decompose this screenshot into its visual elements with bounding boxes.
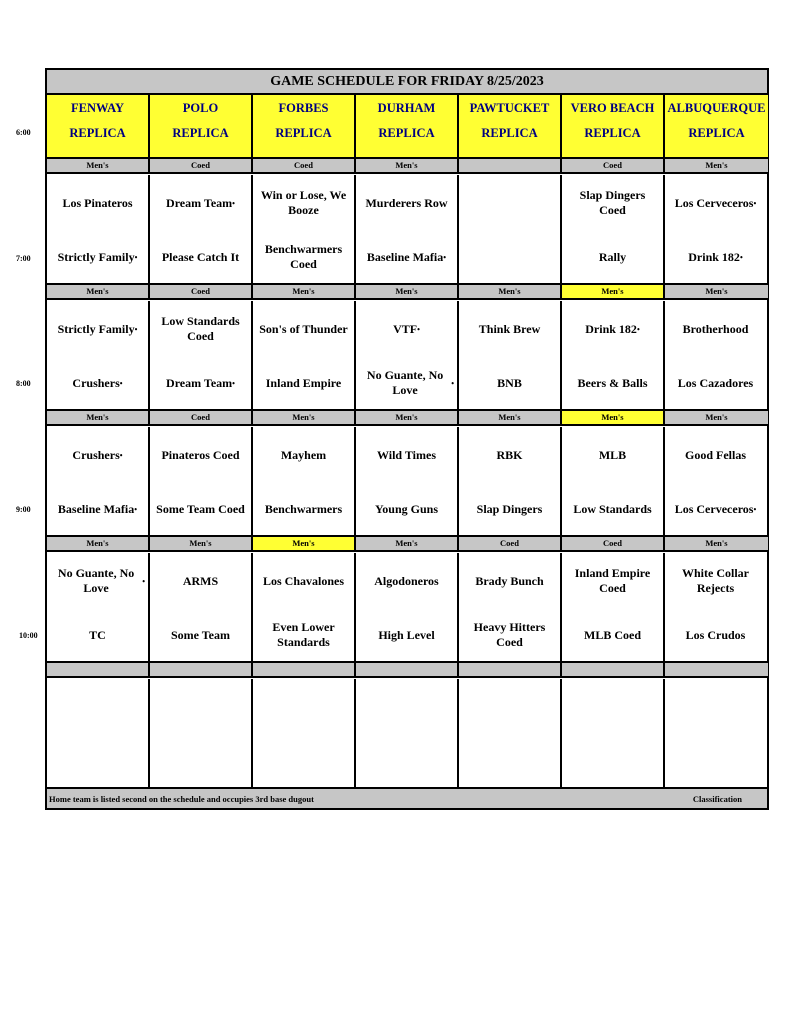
home-mark: • bbox=[636, 324, 640, 334]
home-team bbox=[665, 361, 766, 405]
visitor-team bbox=[150, 307, 251, 351]
band-bottom-line bbox=[47, 550, 767, 552]
team-name: Beers & Balls bbox=[577, 375, 648, 390]
team-name: Baseline Mafia bbox=[366, 249, 444, 264]
team-name: ARMS bbox=[182, 573, 219, 588]
team-name: Crushers bbox=[72, 447, 120, 462]
home-team bbox=[665, 487, 766, 531]
team-name: Crushers bbox=[72, 375, 120, 390]
visitor-team bbox=[253, 307, 354, 351]
visitor-team bbox=[665, 559, 766, 603]
classification-cell bbox=[253, 663, 356, 676]
home-team bbox=[47, 613, 148, 657]
team-name: Mayhem bbox=[280, 447, 327, 462]
team-name: Brady Bunch bbox=[475, 573, 544, 588]
field-sub: REPLICA bbox=[584, 126, 641, 140]
team-name: MLB bbox=[598, 447, 627, 462]
visitor-team bbox=[47, 307, 148, 351]
team-name: Brotherhood bbox=[682, 321, 749, 336]
team-name: Benchwarmers Coed bbox=[264, 242, 343, 271]
footer-bar bbox=[47, 787, 767, 808]
team-name: No Guante, No Love bbox=[57, 566, 135, 595]
classification-cell bbox=[562, 663, 665, 676]
classification-cell: Coed bbox=[459, 537, 562, 550]
team-name: Please Catch It bbox=[161, 249, 240, 264]
home-mark: • bbox=[142, 576, 145, 586]
visitor-team bbox=[562, 433, 663, 477]
classification-cell: Men's bbox=[562, 285, 665, 298]
column-divider bbox=[663, 679, 665, 787]
band-top-line bbox=[47, 409, 767, 411]
field-name: PAWTUCKET bbox=[469, 101, 550, 115]
field-name: POLO bbox=[182, 101, 219, 115]
team-name: Dream Team bbox=[166, 195, 233, 210]
team-name: High Level bbox=[378, 627, 435, 642]
classification-cell bbox=[356, 663, 459, 676]
team-name: BNB bbox=[497, 375, 522, 390]
home-team bbox=[665, 235, 766, 279]
classification-cell bbox=[459, 159, 562, 172]
field-header-5 bbox=[562, 95, 665, 157]
classification-cell: Men's bbox=[459, 411, 562, 424]
home-team bbox=[253, 487, 354, 531]
field-sub: REPLICA bbox=[481, 126, 538, 140]
field-header-1 bbox=[150, 95, 253, 157]
classification-cell: Men's bbox=[253, 411, 356, 424]
home-mark: • bbox=[134, 324, 138, 334]
visitor-team bbox=[47, 433, 148, 477]
classification-cell: Coed bbox=[253, 159, 356, 172]
visitor-team bbox=[356, 307, 457, 351]
field-name: FENWAY bbox=[70, 101, 125, 115]
classification-cell: Coed bbox=[150, 285, 253, 298]
column-divider bbox=[354, 679, 356, 787]
home-team bbox=[150, 235, 251, 279]
home-mark: • bbox=[451, 378, 454, 388]
team-name: Rally bbox=[598, 249, 627, 264]
home-mark: • bbox=[134, 252, 138, 262]
team-name: Good Fellas bbox=[684, 447, 746, 462]
team-name: RBK bbox=[496, 447, 523, 462]
home-team bbox=[356, 487, 457, 531]
classification-cell bbox=[665, 663, 768, 676]
home-team bbox=[356, 613, 457, 657]
classification-cell: Men's bbox=[665, 537, 768, 550]
classification-cell: Men's bbox=[665, 411, 768, 424]
team-name: Los Cazadores bbox=[677, 375, 754, 390]
classification-cell: Coed bbox=[562, 537, 665, 550]
team-name: Murderers Row bbox=[365, 195, 448, 210]
home-team bbox=[459, 487, 560, 531]
team-name: Algodoneros bbox=[374, 573, 439, 588]
classification-cell: Coed bbox=[562, 159, 665, 172]
classification-cell: Men's bbox=[356, 537, 459, 550]
classification-cell: Coed bbox=[150, 159, 253, 172]
field-header-2 bbox=[253, 95, 356, 157]
classification-cell: Men's bbox=[665, 285, 768, 298]
team-name: Young Guns bbox=[374, 501, 439, 516]
classification-cell: Men's bbox=[562, 411, 665, 424]
home-mark: • bbox=[232, 198, 235, 208]
team-name: Low Standards bbox=[573, 501, 652, 516]
home-team bbox=[562, 361, 663, 405]
team-name: Even Lower Standards bbox=[272, 620, 335, 649]
home-mark: • bbox=[134, 504, 138, 514]
team-name: Baseline Mafia bbox=[57, 501, 135, 516]
team-name: Son's of Thunder bbox=[259, 321, 348, 336]
home-mark: • bbox=[443, 252, 447, 262]
visitor-team bbox=[47, 559, 148, 603]
column-divider bbox=[560, 679, 562, 787]
team-name: Drink 182 bbox=[585, 321, 637, 336]
home-mark: • bbox=[753, 198, 757, 208]
visitor-team bbox=[356, 433, 457, 477]
visitor-team bbox=[459, 433, 560, 477]
team-name: VTF bbox=[393, 321, 418, 336]
visitor-team bbox=[150, 559, 251, 603]
classification-cell bbox=[150, 663, 253, 676]
home-mark: • bbox=[232, 378, 235, 388]
home-team bbox=[562, 487, 663, 531]
team-name: White Collar Rejects bbox=[682, 566, 749, 595]
team-name: Heavy Hitters Coed bbox=[473, 620, 546, 649]
team-name: Win or Lose, We Booze bbox=[260, 188, 347, 217]
home-team bbox=[356, 361, 457, 405]
home-team bbox=[150, 361, 251, 405]
home-team bbox=[665, 613, 766, 657]
classification-cell: Men's bbox=[356, 285, 459, 298]
home-team bbox=[253, 613, 354, 657]
classification-cell: Men's bbox=[253, 537, 356, 550]
team-name: Los Cerveceros bbox=[674, 195, 754, 210]
visitor-team bbox=[562, 307, 663, 351]
classification-cell: Men's bbox=[356, 159, 459, 172]
time-label: 7:00 bbox=[16, 254, 31, 263]
home-team bbox=[47, 235, 148, 279]
field-name: FORBES bbox=[278, 101, 329, 115]
classification-label: Classification bbox=[692, 794, 742, 804]
band-bottom-line bbox=[47, 172, 767, 174]
home-team bbox=[150, 487, 251, 531]
visitor-team bbox=[253, 181, 354, 225]
team-name: Los Pinateros bbox=[62, 195, 133, 210]
team-name: Los Cerveceros bbox=[674, 501, 754, 516]
visitor-team bbox=[150, 181, 251, 225]
field-sub: REPLICA bbox=[69, 126, 126, 140]
team-name: Inland Empire Coed bbox=[574, 566, 651, 595]
team-name: Los Crudos bbox=[685, 627, 746, 642]
visitor-team bbox=[253, 559, 354, 603]
band-top-line bbox=[47, 283, 767, 285]
home-team bbox=[459, 235, 560, 279]
field-header-0 bbox=[47, 95, 150, 157]
classification-cell bbox=[47, 663, 150, 676]
classification-cell: Men's bbox=[47, 285, 150, 298]
team-name: Pinateros Coed bbox=[161, 447, 240, 462]
visitor-team bbox=[47, 181, 148, 225]
team-name: Slap Dingers Coed bbox=[579, 188, 646, 217]
visitor-team bbox=[459, 181, 560, 225]
home-team bbox=[47, 487, 148, 531]
field-name: DURHAM bbox=[377, 101, 436, 115]
visitor-team bbox=[665, 433, 766, 477]
band-top-line bbox=[47, 157, 767, 159]
visitor-team bbox=[356, 181, 457, 225]
time-label: 10:00 bbox=[19, 631, 38, 640]
visitor-team bbox=[562, 559, 663, 603]
visitor-team bbox=[459, 559, 560, 603]
field-header-3 bbox=[356, 95, 459, 157]
team-name: Think Brew bbox=[478, 321, 541, 336]
team-name: MLB Coed bbox=[584, 627, 641, 642]
home-team bbox=[47, 361, 148, 405]
team-name: Slap Dingers bbox=[476, 501, 543, 516]
field-header-6 bbox=[665, 95, 768, 157]
field-name: ALBUQUERQUE bbox=[667, 101, 766, 115]
home-team bbox=[253, 361, 354, 405]
team-name: Low Standards Coed bbox=[161, 314, 240, 343]
team-name: TC bbox=[89, 627, 106, 642]
field-name: VERO BEACH bbox=[570, 101, 655, 115]
visitor-team bbox=[459, 307, 560, 351]
field-sub: REPLICA bbox=[275, 126, 332, 140]
classification-cell: Men's bbox=[47, 537, 150, 550]
classification-cell: Coed bbox=[150, 411, 253, 424]
home-team bbox=[562, 235, 663, 279]
team-name: Dream Team bbox=[166, 375, 233, 390]
home-team bbox=[150, 613, 251, 657]
schedule-title: GAME SCHEDULE FOR FRIDAY 8/25/2023 bbox=[47, 70, 767, 95]
home-mark: • bbox=[119, 378, 123, 388]
column-divider bbox=[457, 679, 459, 787]
classification-cell: Men's bbox=[356, 411, 459, 424]
team-name: Inland Empire bbox=[265, 375, 342, 390]
team-name: No Guante, No Love bbox=[366, 368, 444, 397]
field-sub: REPLICA bbox=[172, 126, 229, 140]
time-label: 8:00 bbox=[16, 379, 31, 388]
team-name: Some Team Coed bbox=[156, 501, 245, 516]
home-team bbox=[562, 613, 663, 657]
visitor-team bbox=[665, 181, 766, 225]
column-divider bbox=[148, 679, 150, 787]
classification-cell: Men's bbox=[47, 411, 150, 424]
band-top-line bbox=[47, 535, 767, 537]
field-header-4 bbox=[459, 95, 562, 157]
classification-cell: Men's bbox=[47, 159, 150, 172]
schedule-sheet bbox=[45, 68, 769, 810]
home-team-note: Home team is listed second on the schedule and occupies 3rd base dugout bbox=[49, 794, 314, 804]
classification-cell bbox=[459, 663, 562, 676]
home-mark: • bbox=[739, 252, 743, 262]
time-label: 9:00 bbox=[16, 505, 31, 514]
team-name: Drink 182 bbox=[688, 249, 740, 264]
visitor-team bbox=[253, 433, 354, 477]
home-mark: • bbox=[417, 324, 420, 334]
classification-cell: Men's bbox=[459, 285, 562, 298]
column-divider bbox=[251, 679, 253, 787]
classification-cell: Men's bbox=[665, 159, 768, 172]
home-team bbox=[356, 235, 457, 279]
time-label: 6:00 bbox=[16, 128, 31, 137]
visitor-team bbox=[356, 559, 457, 603]
home-team bbox=[459, 613, 560, 657]
visitor-team bbox=[665, 307, 766, 351]
team-name: Wild Times bbox=[376, 447, 437, 462]
home-mark: • bbox=[119, 450, 123, 460]
field-sub: REPLICA bbox=[688, 126, 745, 140]
team-name: Some Team bbox=[170, 627, 230, 642]
team-name: Los Chavalones bbox=[262, 573, 345, 588]
band-bottom-line bbox=[47, 676, 767, 678]
team-name: Benchwarmers bbox=[264, 501, 343, 516]
home-team bbox=[459, 361, 560, 405]
classification-cell: Men's bbox=[253, 285, 356, 298]
visitor-team bbox=[150, 433, 251, 477]
home-team bbox=[253, 235, 354, 279]
band-top-line bbox=[47, 661, 767, 663]
band-bottom-line bbox=[47, 424, 767, 426]
band-bottom-line bbox=[47, 298, 767, 300]
team-name: Strictly Family bbox=[57, 321, 135, 336]
visitor-team bbox=[562, 181, 663, 225]
classification-cell: Men's bbox=[150, 537, 253, 550]
team-name: Strictly Family bbox=[57, 249, 135, 264]
home-mark: • bbox=[753, 504, 757, 514]
field-sub: REPLICA bbox=[378, 126, 435, 140]
